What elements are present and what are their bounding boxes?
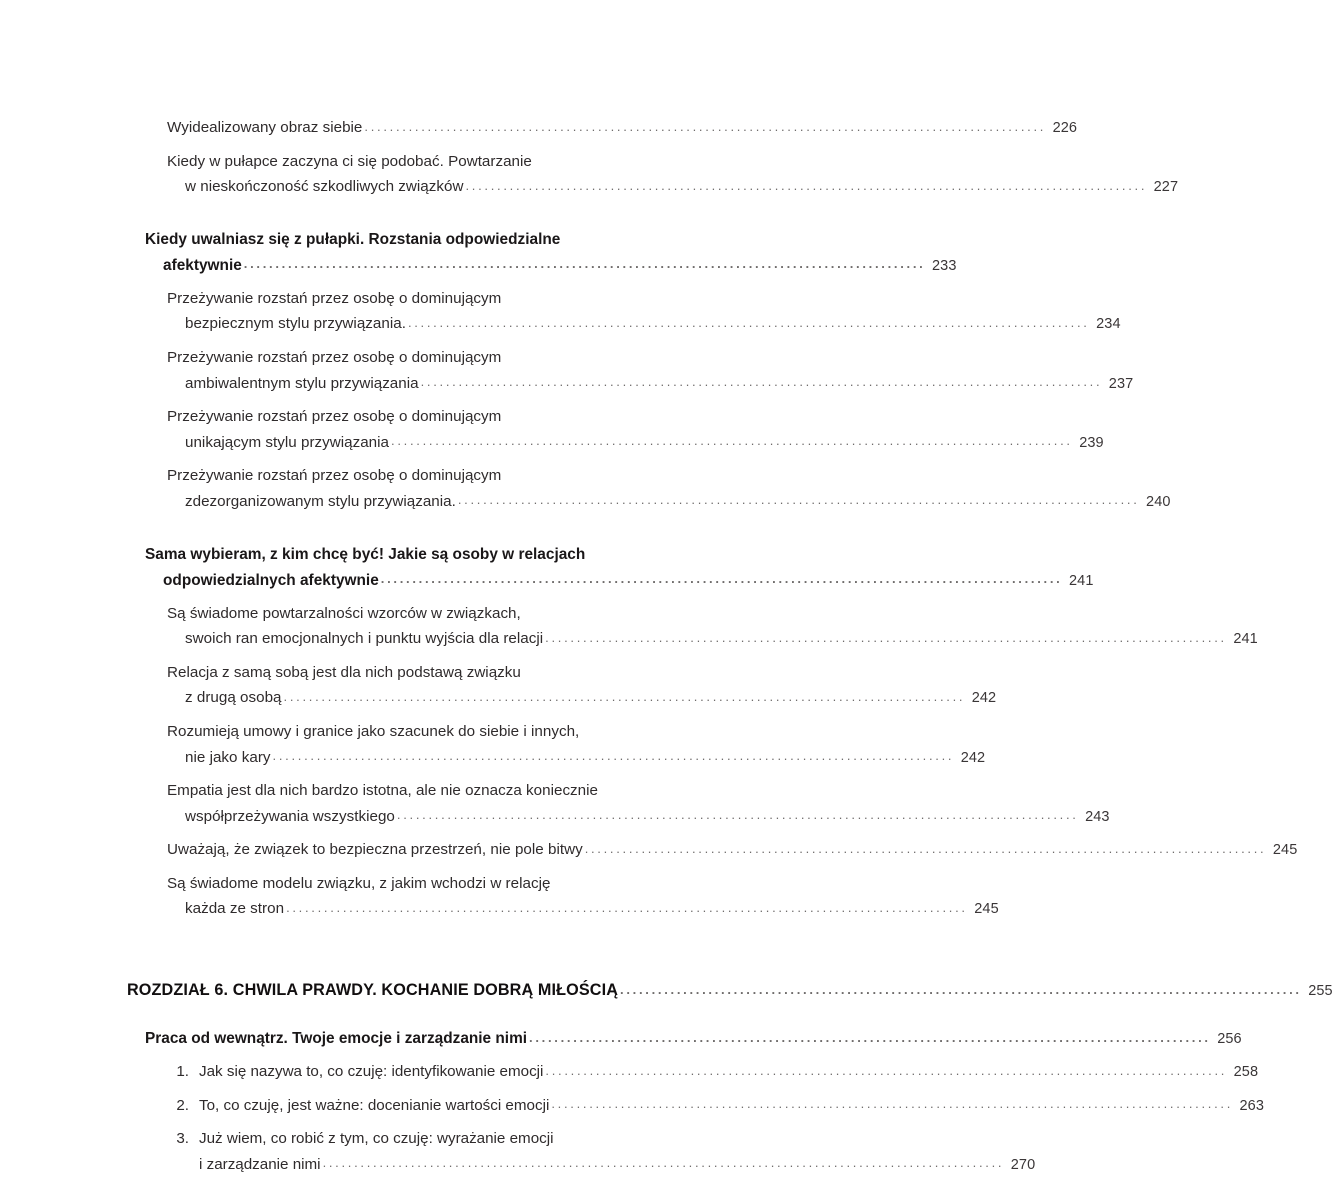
toc-entry-label: nie jako kary [185,748,271,766]
toc-entry-line [167,174,1179,201]
toc-entry-label: Uważają, że związek to bezpieczna przestrzeń, nie pole bitwy [167,841,583,859]
dot-leader [545,1064,1227,1077]
toc-entry-label: Relacja z samą sobą jest dla nich podstawą związku [167,663,521,681]
toc-entry[interactable] [167,345,1134,397]
toc-entry-label: z drugą osobą [185,689,282,707]
toc-page-number: 233 [931,257,957,274]
toc-entry-line [145,227,686,253]
toc-entry[interactable] [167,871,999,923]
toc-entry-label: unikającym stylu przywiązania [185,433,390,451]
dot-leader [585,842,1267,855]
toc-entry-label: Rozumieją umowy i granice jako szacunek do siebie i innych, [167,722,580,740]
dot-leader [273,749,955,762]
toc-entry-line [167,1126,708,1152]
toc-entry-line [167,837,1298,864]
toc-entry[interactable] [167,837,1298,864]
toc-entry-line [167,745,986,772]
dot-leader [465,179,1147,192]
toc-entry[interactable] [167,404,1104,456]
toc-entry-line [145,253,957,279]
toc-entry-line [167,463,708,489]
toc-entry-line [167,149,708,175]
toc-page-number: 226 [1052,120,1078,136]
dot-leader [620,983,1302,996]
toc-page-number: 256 [1217,1031,1242,1048]
toc-entry-line [167,1152,1036,1178]
toc-page-number: 245 [974,901,999,918]
toc-entry-line [145,568,1094,594]
toc-entry-label: Praca od wewnątrz. Twoje emocje i zarządzanie nimi [145,1030,528,1048]
toc-entry-line [167,115,1078,142]
toc-entry-label: To, co czuję, jest ważne: docenianie wartości emocji [199,1096,550,1114]
toc-page-number: 242 [960,749,986,766]
toc-entry-line [167,1093,1265,1120]
toc-entry-line [167,404,708,430]
toc-entry-line [167,871,708,897]
dot-leader [458,493,1140,506]
dot-leader [364,120,1046,133]
toc-entry-line [167,430,1104,457]
toc-entry-label: każda ze stron [185,900,285,918]
toc-entry-line [167,601,708,627]
toc-entry-line [167,286,708,312]
toc-entry[interactable] [167,286,1121,338]
toc-page-number: 242 [971,690,997,707]
toc-entry-line [167,489,1171,516]
toc-entry-number: 1. [176,1063,189,1081]
toc-entry[interactable] [145,227,957,279]
toc-page-number: 270 [1010,1156,1036,1173]
toc-entry-label: Kiedy w pułapce zaczyna ci się podobać. Powtarzanie [167,152,532,170]
toc-entry-line [167,778,708,804]
toc-page-number: 227 [1153,179,1179,196]
dot-leader [397,808,1079,821]
toc-entry-line [167,660,708,686]
dot-leader [286,901,968,914]
dot-leader [545,631,1227,644]
toc-entry-label: Są świadome modelu związku, z jakim wchodzi w relację [167,874,551,892]
table-of-contents [127,115,1333,1178]
toc-entry-label: odpowiedzialnych afektywnie [163,571,379,589]
toc-entry-label: Wyidealizowany obraz siebie [167,119,363,136]
toc-entry-line [167,896,999,923]
toc-entry-line [167,719,708,745]
toc-entry-line [167,1059,1259,1086]
toc-entry-label: Sama wybieram, z kim chcę być! Jakie są osoby w relacjach [145,545,586,563]
toc-entry[interactable] [167,149,1179,201]
toc-entry[interactable] [167,778,1110,830]
toc-entry-label: afektywnie [163,256,242,274]
toc-entry[interactable] [167,660,997,712]
toc-page-number: 234 [1096,316,1121,333]
toc-entry-line [167,626,1258,653]
toc-entry[interactable] [167,601,1258,653]
toc-entry-label: w nieskończoność szkodliwych związków [185,178,464,196]
toc-entry[interactable] [167,1093,1265,1120]
toc-entry-line [145,1026,1242,1052]
toc-entry-line [167,804,1110,831]
toc-entry-line [167,685,997,712]
toc-entry-label: Przeżywanie rozstań przez osobę o dominującym [167,348,502,366]
toc-entry-label: i zarządzanie nimi [199,1155,321,1173]
toc-entry-label: bezpiecznym stylu przywiązania. [185,315,406,333]
toc-page-number: 240 [1146,493,1171,510]
toc-page-number: 241 [1233,631,1258,648]
dot-leader [284,690,966,703]
toc-page-number: 263 [1239,1097,1265,1114]
toc-entry-label: swoich ran emocjonalnych i punktu wyjścia dla relacji [185,630,544,648]
toc-page-number: 243 [1085,808,1110,825]
toc-entry-line [167,371,1134,398]
toc-entry-line [167,345,708,371]
toc-entry-line [167,311,1121,338]
toc-entry-label: zdezorganizowanym stylu przywiązania. [185,492,456,510]
toc-entry-label: ambiwalentnym stylu przywiązania [185,374,419,392]
dot-leader [381,572,1063,585]
toc-entry-label: Empatia jest dla nich bardzo istotna, ale nie oznacza koniecznie [167,782,599,800]
toc-entry-label: Przeżywanie rozstań przez osobę o dominującym [167,408,502,426]
toc-entry[interactable] [167,719,986,771]
toc-entry-label: ROZDZIAŁ 6. CHWILA PRAWDY. KOCHANIE DOBRĄ MIŁOŚCIĄ [127,981,619,1000]
toc-entry-label: Jak się nazywa to, co czuję: identyfikowanie emocji [199,1063,544,1081]
dot-leader [391,434,1073,447]
toc-entry-number: 2. [176,1096,189,1114]
toc-entry[interactable] [167,463,1171,515]
toc-page-number: 239 [1079,434,1104,451]
toc-entry-label: Już wiem, co robić z tym, co czuję: wyrażanie emocji [199,1130,554,1148]
toc-page-number: 255 [1308,983,1333,1000]
toc-entry-label: współprzeżywania wszystkiego [185,807,395,825]
toc-entry[interactable] [167,115,1078,142]
dot-leader [323,1156,1005,1169]
toc-entry-label: Przeżywanie rozstań przez osobę o dominującym [167,467,502,485]
dot-leader [551,1097,1233,1110]
toc-entry[interactable] [167,1126,1036,1178]
toc-entry-number: 3. [176,1130,189,1148]
dot-leader [408,316,1090,329]
toc-page-number: 245 [1272,842,1298,859]
toc-entry[interactable] [145,1026,1242,1052]
toc-entry[interactable] [145,542,1094,594]
toc-page-number: 258 [1233,1064,1259,1081]
toc-entry-label: Przeżywanie rozstań przez osobę o dominującym [167,289,502,307]
dot-leader [244,257,926,270]
dot-leader [529,1031,1211,1044]
dot-leader [421,375,1103,388]
toc-entry[interactable] [167,1059,1259,1086]
toc-entry-label: Kiedy uwalniasz się z pułapki. Rozstania odpowiedzialne [145,230,561,248]
toc-page-number: 237 [1108,375,1134,392]
toc-entry-line [145,542,686,568]
toc-entry-line [127,977,1333,1004]
toc-entry[interactable] [127,977,1333,1004]
toc-entry-label: Są świadome powtarzalności wzorców w związkach, [167,604,521,622]
toc-page-number: 241 [1068,572,1094,589]
